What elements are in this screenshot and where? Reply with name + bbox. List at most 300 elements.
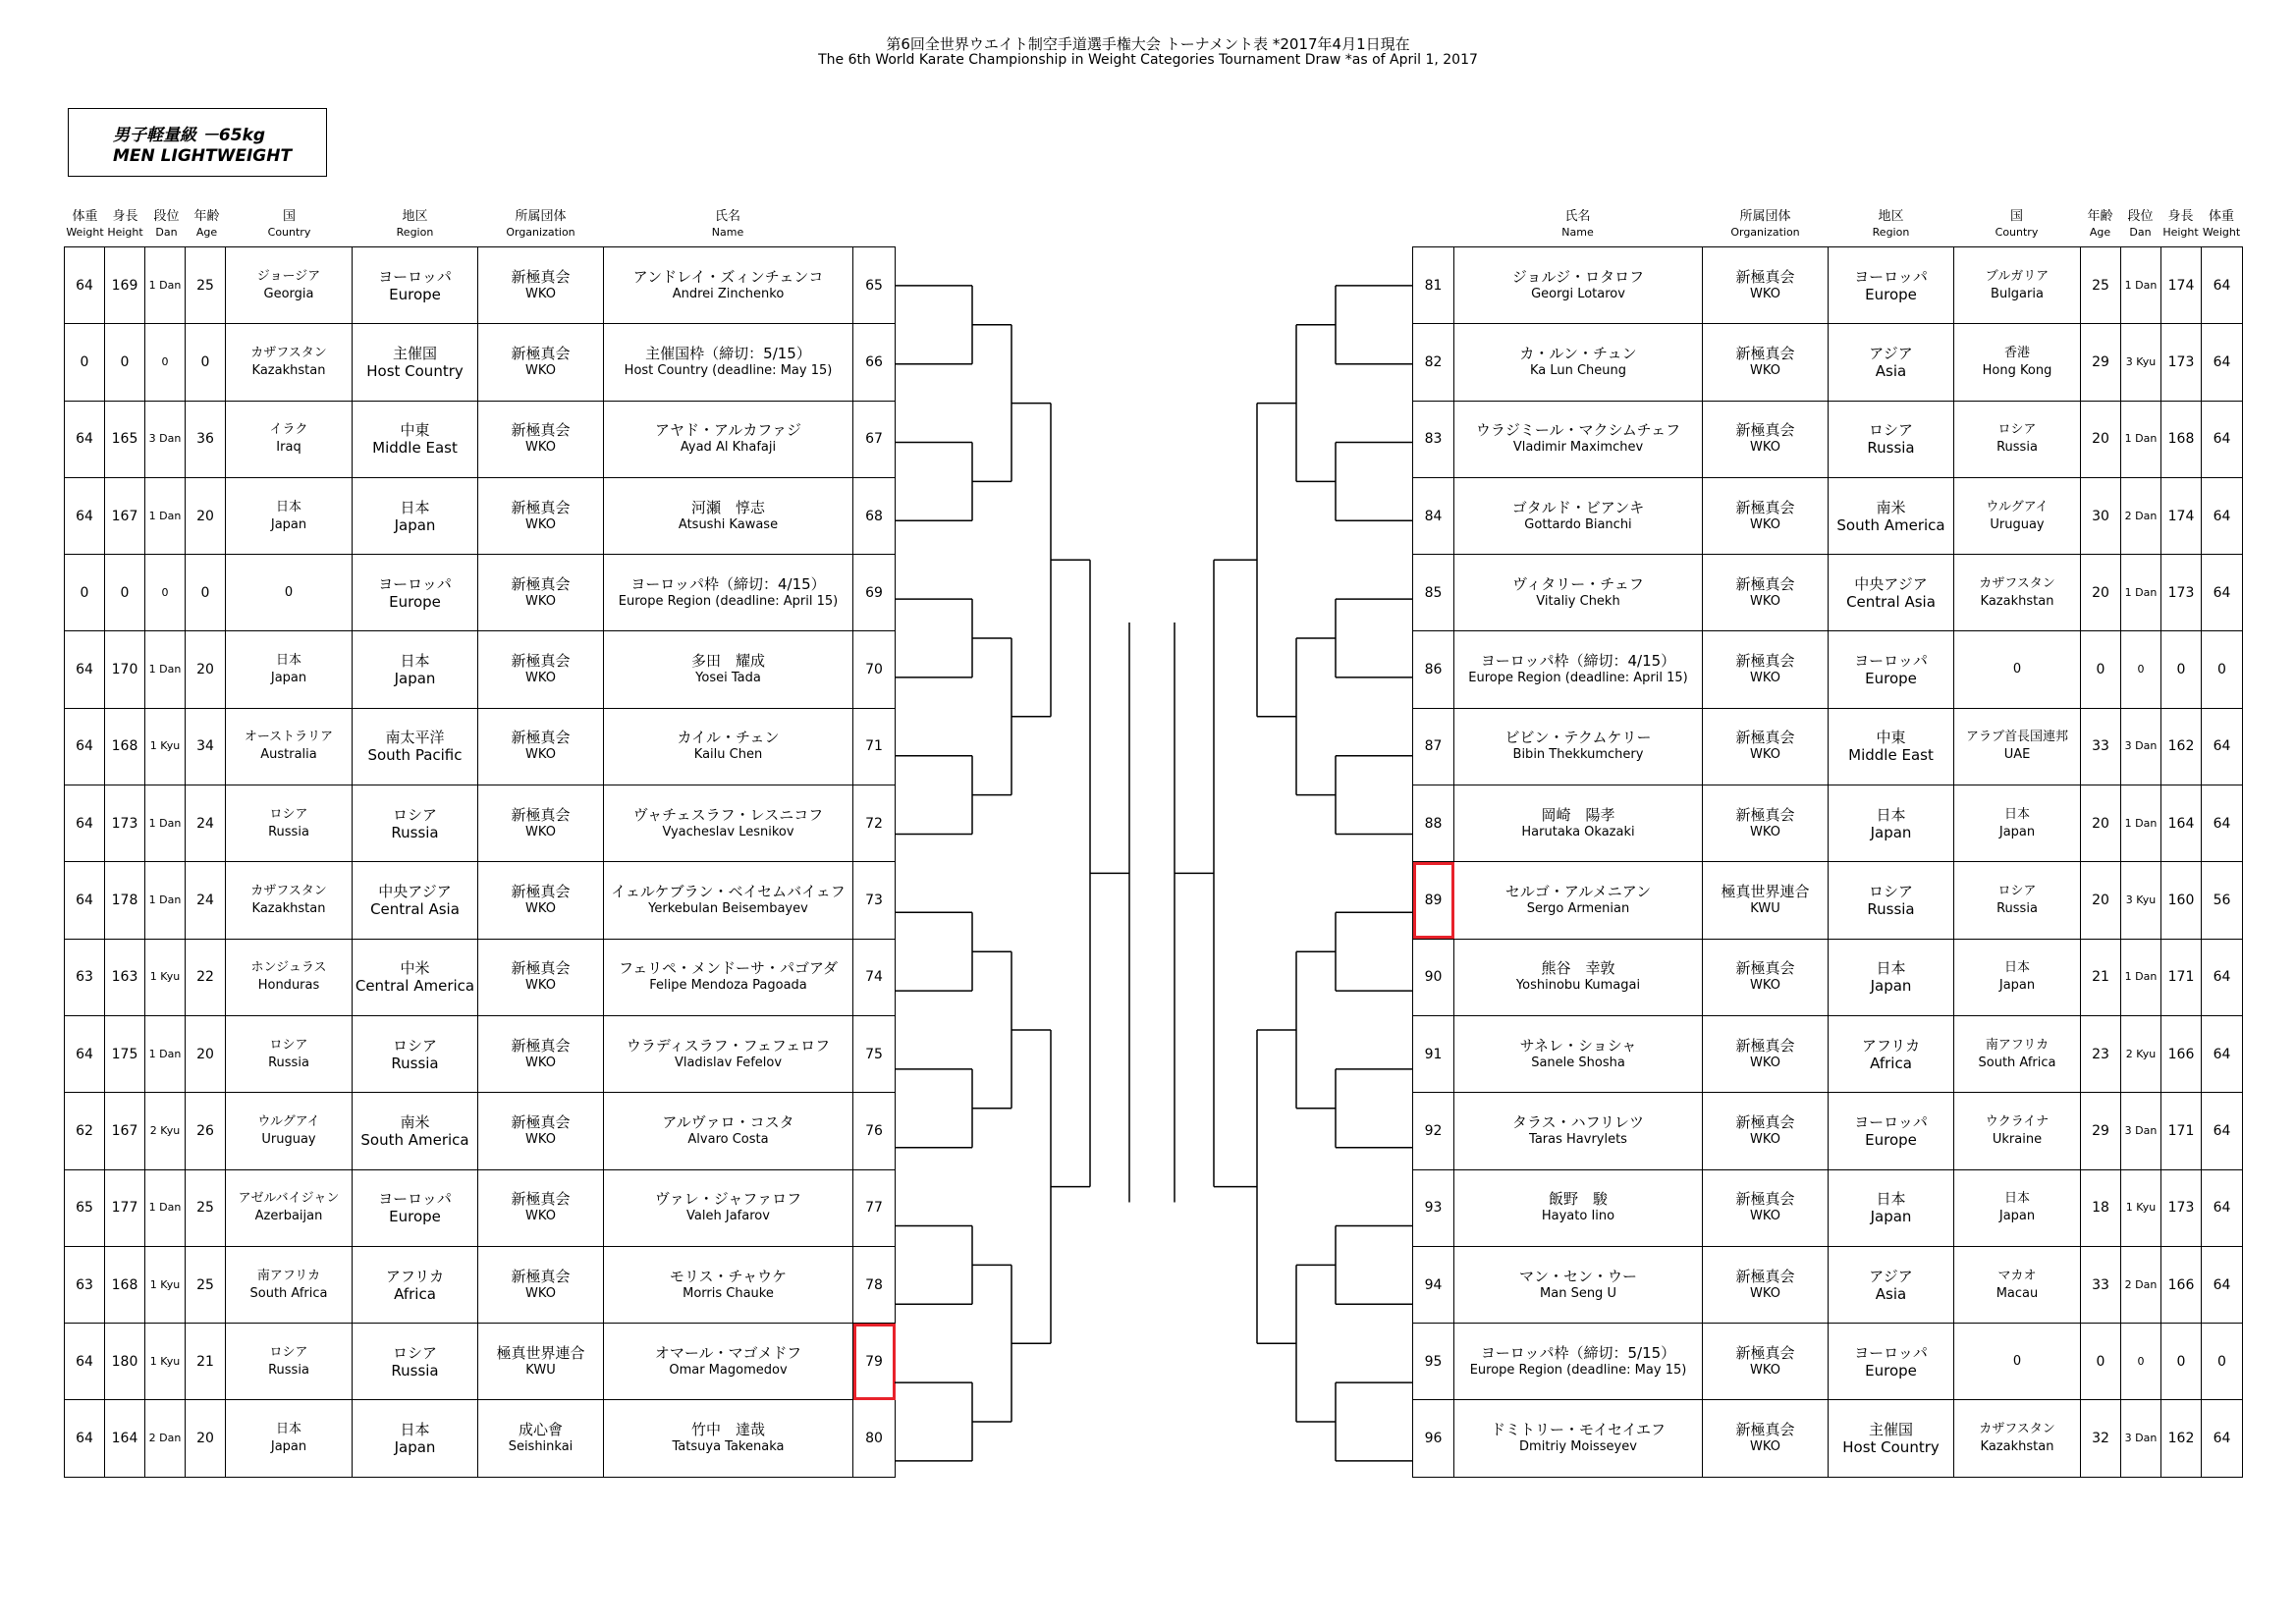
dan-cell-dan: 2 Dan xyxy=(148,1432,182,1445)
weight-cell-weight: 64 xyxy=(2213,1276,2231,1293)
seed-number-cell-num: 91 xyxy=(1424,1046,1443,1062)
region-cell-region-jp: 中米 xyxy=(400,959,430,978)
weight-cell-weight: 64 xyxy=(2213,431,2231,448)
seed-number-cell-num: 83 xyxy=(1424,431,1443,448)
height-cell-height: 173 xyxy=(2167,353,2195,370)
country-cell-country-en: Hong Kong xyxy=(1982,362,2052,378)
org-cell-org-en: WKO xyxy=(1750,516,1780,532)
name-cell-name-en: Ka Lun Cheung xyxy=(1529,362,1627,378)
name-cell-name-jp: アヤド・アルカファジ xyxy=(654,421,802,440)
region-cell-region-en: Japan xyxy=(394,670,436,688)
dan-cell-dan: 0 xyxy=(161,585,169,599)
name-cell-name-jp: 熊谷 幸敦 xyxy=(1541,959,1615,978)
weight-cell-weight: 64 xyxy=(2213,1200,2231,1217)
country-cell-country-jp: アゼルバイジャン xyxy=(238,1191,340,1207)
country-cell-country-jp: カザフスタン xyxy=(250,345,327,360)
region-cell-region-en: Russia xyxy=(391,1361,439,1380)
org-cell-org-en: WKO xyxy=(1750,978,1780,994)
name-cell-name-jp: ゴタルド・ビアンキ xyxy=(1511,498,1645,516)
country-cell-country-en: South Africa xyxy=(249,1285,328,1301)
region-cell-region-en: Central Asia xyxy=(370,900,460,919)
org-cell-org-jp: 新極真会 xyxy=(1735,1343,1795,1362)
dan-cell-dan: 1 Dan xyxy=(148,509,182,522)
org-cell-org-jp: 極真世界連合 xyxy=(1721,883,1810,901)
org-cell-org-jp: 新極真会 xyxy=(511,805,571,824)
org-cell-org-jp: 新極真会 xyxy=(1735,1036,1795,1055)
org-cell-org-jp: 新極真会 xyxy=(1735,652,1795,671)
name-cell-name-en: Man Seng U xyxy=(1540,1285,1616,1301)
country-cell-country-jp: ブルガリア xyxy=(1985,268,2050,284)
seed-number-cell-num: 76 xyxy=(865,1122,883,1139)
country-cell-country-jp: 0 xyxy=(2012,662,2022,677)
weight-cell-weight: 64 xyxy=(76,1431,93,1447)
dan-cell-dan: 1 Dan xyxy=(148,1047,182,1060)
region-cell-region-en: Central Asia xyxy=(1846,592,1936,611)
height-cell-height: 168 xyxy=(2167,431,2195,448)
seed-number-cell-num: 66 xyxy=(865,353,883,370)
name-cell-name-en: Sergo Armenian xyxy=(1526,901,1630,917)
seed-number-cell-num: 77 xyxy=(865,1200,883,1217)
weight-cell-weight: 56 xyxy=(2213,893,2231,909)
org-cell-org-jp: 新極真会 xyxy=(511,1112,571,1131)
age-cell-age: 20 xyxy=(2092,893,2109,909)
country-cell-country-en: Russia xyxy=(1996,440,2038,456)
org-cell-org-en: WKO xyxy=(525,747,556,763)
country-cell-country-jp: カザフスタン xyxy=(250,884,327,899)
name-cell-name-jp: フェリペ・メンドーサ・パゴアダ xyxy=(619,959,838,978)
age-cell-age: 24 xyxy=(196,815,214,832)
region-cell-region-en: Middle East xyxy=(372,439,458,458)
org-cell-org-jp: 新極真会 xyxy=(1735,574,1795,593)
weight-cell-weight: 64 xyxy=(2213,738,2231,755)
weight-cell-weight: 64 xyxy=(76,1353,93,1370)
region-cell-region-en: South America xyxy=(1836,515,1945,534)
dan-cell-dan: 0 xyxy=(2137,663,2145,677)
height-cell-height: 166 xyxy=(2167,1276,2195,1293)
region-cell-region-jp: 主催国 xyxy=(392,344,437,362)
header-weight-left: 体重 Weight xyxy=(66,209,104,239)
region-cell-region-en: Russia xyxy=(391,1054,439,1072)
org-cell-org-en: WKO xyxy=(525,1209,556,1224)
dan-cell-dan: 3 Dan xyxy=(148,432,182,446)
region-cell-region-en: Europe xyxy=(389,285,441,303)
org-cell-org-jp: 新極真会 xyxy=(511,498,571,516)
seed-number-cell-num: 70 xyxy=(865,662,883,678)
height-cell-height: 167 xyxy=(111,1122,138,1139)
country-cell-country-jp: マカオ xyxy=(1997,1268,2037,1283)
weight-cell-weight: 65 xyxy=(76,1200,93,1217)
region-cell-region-en: Europe xyxy=(1865,1130,1917,1149)
country-cell-country-en: Honduras xyxy=(257,978,320,994)
name-cell-name-en: Vitaliy Chekh xyxy=(1536,593,1620,609)
seed-number-cell-num: 96 xyxy=(1424,1431,1443,1447)
region-cell-region-jp: 日本 xyxy=(1876,959,1906,978)
height-cell-height: 171 xyxy=(2167,969,2195,986)
dan-cell-dan: 1 Dan xyxy=(2124,278,2158,292)
seed-number-cell-num: 82 xyxy=(1424,353,1443,370)
country-cell-country-jp: ロシア xyxy=(269,806,308,822)
country-cell-country-jp: ロシア xyxy=(269,1344,308,1360)
seed-number-cell-num: 72 xyxy=(865,815,883,832)
name-cell-name-jp: アルヴァロ・コスタ xyxy=(662,1112,794,1131)
weight-cell-weight: 0 xyxy=(2217,1353,2226,1370)
age-cell-age: 20 xyxy=(196,662,214,678)
country-cell-country-en: Russia xyxy=(268,1362,309,1378)
region-cell-region-en: South Pacific xyxy=(367,746,463,765)
region-cell-region-jp: ロシア xyxy=(392,805,437,824)
seed-number-cell-num: 78 xyxy=(865,1276,883,1293)
name-cell-name-jp: ヴァレ・ジャファロフ xyxy=(654,1190,802,1209)
country-cell-country-jp: 日本 xyxy=(275,499,301,514)
name-cell-name-jp: ジョルジ・ロタロフ xyxy=(1511,267,1645,286)
country-cell-country-jp: ロシア xyxy=(1997,884,2037,899)
name-cell-name-jp: サネレ・ショシャ xyxy=(1519,1036,1637,1055)
seed-number-cell-num: 87 xyxy=(1424,738,1443,755)
org-cell-org-jp: 新極真会 xyxy=(1735,344,1795,362)
weight-cell-weight: 64 xyxy=(2213,969,2231,986)
org-cell-org-en: KWU xyxy=(1750,901,1780,917)
height-cell-height: 168 xyxy=(111,1276,138,1293)
region-cell-region-jp: ヨーロッパ xyxy=(378,267,452,286)
name-cell-name-jp: モリス・チャウケ xyxy=(669,1267,788,1285)
header-org-right: 所属団体 Organization xyxy=(1730,209,1800,239)
region-cell-region-jp: 日本 xyxy=(400,1421,430,1439)
height-cell-height: 0 xyxy=(2176,1353,2186,1370)
age-cell-age: 22 xyxy=(196,969,214,986)
age-cell-age: 0 xyxy=(2096,1353,2105,1370)
org-cell-org-en: WKO xyxy=(525,593,556,609)
height-cell-height: 0 xyxy=(120,353,130,370)
name-cell-name-en: Bibin Thekkumchery xyxy=(1512,747,1644,763)
name-cell-name-en: Taras Havrylets xyxy=(1529,1131,1627,1147)
region-cell-region-en: Asia xyxy=(1875,361,1907,380)
seed-number-cell-num: 75 xyxy=(865,1046,883,1062)
region-cell-region-jp: ヨーロッパ xyxy=(378,574,452,593)
region-cell-region-en: Japan xyxy=(1870,977,1912,996)
header-country-left: 国 Country xyxy=(267,209,311,239)
org-cell-org-en: WKO xyxy=(1750,362,1780,378)
category-jp: 男子軽量級 －65kg xyxy=(113,126,266,145)
country-cell-country-jp: 日本 xyxy=(2003,1191,2030,1207)
country-cell-country-en: Russia xyxy=(1996,901,2038,917)
region-cell-region-en: Europe xyxy=(1865,285,1917,303)
age-cell-age: 0 xyxy=(200,584,210,601)
region-cell-region-en: Russia xyxy=(1867,439,1915,458)
name-cell-name-jp: 岡崎 陽孝 xyxy=(1541,805,1615,824)
org-cell-org-jp: 新極真会 xyxy=(511,1190,571,1209)
header-region-left: 地区 Region xyxy=(396,209,434,239)
weight-cell-weight: 64 xyxy=(2213,508,2231,524)
age-cell-age: 36 xyxy=(196,431,214,448)
age-cell-age: 29 xyxy=(2092,1122,2109,1139)
dan-cell-dan: 2 Kyu xyxy=(149,1123,181,1137)
org-cell-org-en: WKO xyxy=(525,824,556,839)
header-name-right: 氏名 Name xyxy=(1561,209,1594,239)
name-cell-name-en: Morris Chauke xyxy=(683,1285,774,1301)
region-cell-region-jp: アジア xyxy=(1869,1267,1913,1285)
dan-cell-dan: 1 Dan xyxy=(2124,816,2158,830)
header-name-left: 氏名 Name xyxy=(711,209,744,239)
region-cell-region-jp: 中東 xyxy=(400,421,430,440)
country-cell-country-en: Uruguay xyxy=(1990,516,2045,532)
name-cell-name-jp: カイル・チェン xyxy=(677,729,780,747)
country-cell-country-en: Azerbaijan xyxy=(254,1209,323,1224)
height-cell-height: 0 xyxy=(120,584,130,601)
seed-number-cell-num: 73 xyxy=(865,893,883,909)
region-cell-region-en: Africa xyxy=(1870,1054,1912,1072)
country-cell-country-jp: 日本 xyxy=(2003,806,2030,822)
country-cell-country-en: Bulgaria xyxy=(1991,286,2044,301)
name-cell-name-jp: オマール・マゴメドフ xyxy=(654,1343,802,1362)
country-cell-country-jp: イラク xyxy=(269,422,308,438)
seed-number-cell-num: 81 xyxy=(1424,277,1443,294)
region-cell-region-jp: ロシア xyxy=(1868,883,1913,901)
header-region-right: 地区 Region xyxy=(1872,209,1910,239)
org-cell-org-en: WKO xyxy=(525,1285,556,1301)
country-cell-country-en: Japan xyxy=(270,671,307,686)
org-cell-org-jp: 新極真会 xyxy=(1735,1112,1795,1131)
dan-cell-dan: 1 Kyu xyxy=(149,1354,181,1368)
weight-cell-weight: 64 xyxy=(2213,353,2231,370)
region-cell-region-en: Host Country xyxy=(366,361,464,380)
height-cell-height: 162 xyxy=(2167,1431,2195,1447)
age-cell-age: 32 xyxy=(2092,1431,2109,1447)
header-dan-left: 段位 Dan xyxy=(153,209,180,239)
region-cell-region-jp: 日本 xyxy=(1876,1190,1906,1209)
age-cell-age: 20 xyxy=(196,1431,214,1447)
org-cell-org-en: WKO xyxy=(525,362,556,378)
height-cell-height: 168 xyxy=(111,738,138,755)
height-cell-height: 171 xyxy=(2167,1122,2195,1139)
age-cell-age: 20 xyxy=(2092,431,2109,448)
country-cell-country-jp: ジョージア xyxy=(256,268,321,284)
country-cell-country-en: Russia xyxy=(268,824,309,839)
org-cell-org-en: WKO xyxy=(525,978,556,994)
org-cell-org-jp: 新極真会 xyxy=(1735,1421,1795,1439)
height-cell-height: 167 xyxy=(111,508,138,524)
country-cell-country-en: UAE xyxy=(2003,747,2031,763)
name-cell-name-jp: ヨーロッパ枠（締切：4/15） xyxy=(630,574,826,593)
country-cell-country-jp: カザフスタン xyxy=(1979,575,2055,591)
name-cell-name-en: Alvaro Costa xyxy=(687,1131,769,1147)
height-cell-height: 166 xyxy=(2167,1046,2195,1062)
name-cell-name-en: Europe Region (deadline: April 15) xyxy=(1468,671,1688,686)
dan-cell-dan: 2 Dan xyxy=(2124,1277,2158,1291)
org-cell-org-en: WKO xyxy=(525,440,556,456)
seed-number-cell-num: 68 xyxy=(865,508,883,524)
org-cell-org-jp: 新極真会 xyxy=(1735,729,1795,747)
country-cell-country-jp: 0 xyxy=(2012,1353,2022,1369)
region-cell-region-jp: 中東 xyxy=(1876,729,1906,747)
org-cell-org-en: WKO xyxy=(525,671,556,686)
name-cell-name-jp: 竹中 達哉 xyxy=(690,1421,765,1439)
name-cell-name-jp: ヨーロッパ枠（締切：4/15） xyxy=(1480,652,1676,671)
country-cell-country-en: Japan xyxy=(1998,824,2036,839)
region-cell-region-jp: ロシア xyxy=(392,1343,437,1362)
region-cell-region-en: Europe xyxy=(1865,670,1917,688)
country-cell-country-jp: 南アフリカ xyxy=(256,1268,321,1283)
region-cell-region-jp: 南米 xyxy=(400,1112,430,1131)
name-cell-name-jp: 河瀬 惇志 xyxy=(690,498,765,516)
region-cell-region-jp: 南米 xyxy=(1876,498,1906,516)
region-cell-region-jp: アフリカ xyxy=(385,1267,445,1285)
region-cell-region-jp: ヨーロッパ xyxy=(1854,652,1928,671)
title-japanese: 第6回全世界ウエイト制空手道選手権大会 トーナメント表 *2017年4月1日現在 xyxy=(886,35,1410,53)
seed-number-cell-num: 84 xyxy=(1424,508,1443,524)
org-cell-org-jp: 新極真会 xyxy=(511,652,571,671)
org-cell-org-en: WKO xyxy=(1750,824,1780,839)
age-cell-age: 29 xyxy=(2092,353,2109,370)
height-cell-height: 162 xyxy=(2167,738,2195,755)
weight-cell-weight: 0 xyxy=(80,584,89,601)
org-cell-org-en: WKO xyxy=(1750,1209,1780,1224)
region-cell-region-jp: 主催国 xyxy=(1868,1421,1913,1439)
title-english: The 6th World Karate Championship in Weight Categories Tournament Draw *as of April 1, 2017 xyxy=(818,52,1478,68)
age-cell-age: 25 xyxy=(196,1200,214,1217)
region-cell-region-jp: ヨーロッパ xyxy=(1854,267,1928,286)
region-cell-region-en: Europe xyxy=(1865,1361,1917,1380)
org-cell-org-en: WKO xyxy=(1750,1131,1780,1147)
seed-number-cell-num: 71 xyxy=(865,738,883,755)
country-cell-country-jp: ホンジュラス xyxy=(250,960,327,976)
country-cell-country-jp: ウクライナ xyxy=(1985,1113,2050,1129)
name-cell-name-en: Georgi Lotarov xyxy=(1531,286,1625,301)
weight-cell-weight: 64 xyxy=(76,662,93,678)
seed-number-cell-num: 65 xyxy=(865,277,883,294)
dan-cell-dan: 1 Kyu xyxy=(2125,1201,2157,1215)
name-cell-name-jp: ウラディスラフ・フェフェロフ xyxy=(626,1036,831,1055)
age-cell-age: 20 xyxy=(196,508,214,524)
org-cell-org-jp: 新極真会 xyxy=(1735,498,1795,516)
dan-cell-dan: 0 xyxy=(2137,1354,2145,1368)
country-cell-country-jp: ロシア xyxy=(1997,422,2037,438)
org-cell-org-jp: 新極真会 xyxy=(1735,959,1795,978)
name-cell-name-jp: ヴィタリー・チェフ xyxy=(1512,574,1644,593)
name-cell-name-en: Valeh Jafarov xyxy=(686,1209,770,1224)
country-cell-country-jp: 香港 xyxy=(2003,345,2030,360)
weight-cell-weight: 0 xyxy=(2217,662,2226,678)
name-cell-name-en: Vyacheslav Lesnikov xyxy=(662,824,794,839)
region-cell-region-jp: 中央アジア xyxy=(378,883,452,901)
dan-cell-dan: 1 Dan xyxy=(148,1201,182,1215)
age-cell-age: 24 xyxy=(196,893,214,909)
org-cell-org-en: WKO xyxy=(525,1055,556,1070)
weight-cell-weight: 64 xyxy=(2213,277,2231,294)
height-cell-height: 177 xyxy=(111,1200,138,1217)
seed-number-cell-num: 69 xyxy=(865,584,883,601)
name-cell-name-jp: カ・ルン・チュン xyxy=(1519,344,1637,362)
org-cell-org-jp: 新極真会 xyxy=(1735,805,1795,824)
name-cell-name-jp: ヴャチェスラフ・レスニコフ xyxy=(632,805,824,824)
weight-cell-weight: 64 xyxy=(76,1046,93,1062)
dan-cell-dan: 2 Dan xyxy=(2124,509,2158,522)
weight-cell-weight: 64 xyxy=(2213,584,2231,601)
name-cell-name-en: Vladimir Maximchev xyxy=(1512,440,1644,456)
name-cell-name-en: Omar Magomedov xyxy=(669,1362,788,1378)
header-age-right: 年齢 Age xyxy=(2087,209,2113,239)
name-cell-name-jp: 飯野 駿 xyxy=(1548,1190,1608,1209)
region-cell-region-en: Asia xyxy=(1875,1284,1907,1303)
dan-cell-dan: 1 Dan xyxy=(148,278,182,292)
region-cell-region-jp: 日本 xyxy=(400,652,430,671)
age-cell-age: 34 xyxy=(196,738,214,755)
name-cell-name-en: Hayato Iino xyxy=(1541,1209,1615,1224)
name-cell-name-jp: ヨーロッパ枠（締切：5/15） xyxy=(1480,1343,1676,1362)
region-cell-region-jp: 南太平洋 xyxy=(385,729,445,747)
dan-cell-dan: 2 Kyu xyxy=(2125,1047,2157,1060)
region-cell-region-jp: アフリカ xyxy=(1861,1036,1921,1055)
org-cell-org-en: WKO xyxy=(525,1131,556,1147)
region-cell-region-jp: ロシア xyxy=(1868,421,1913,440)
age-cell-age: 20 xyxy=(196,1046,214,1062)
country-cell-country-en: Japan xyxy=(1998,978,2036,994)
region-cell-region-en: Japan xyxy=(394,515,436,534)
country-cell-country-en: Iraq xyxy=(276,440,301,456)
name-cell-name-en: Yoshinobu Kumagai xyxy=(1515,978,1641,994)
height-cell-height: 173 xyxy=(2167,584,2195,601)
org-cell-org-en: WKO xyxy=(1750,440,1780,456)
seed-number-cell-num: 74 xyxy=(865,969,883,986)
height-cell-height: 173 xyxy=(2167,1200,2195,1217)
org-cell-org-jp: 新極真会 xyxy=(511,267,571,286)
country-cell-country-jp: ロシア xyxy=(269,1037,308,1053)
region-cell-region-jp: アジア xyxy=(1869,344,1913,362)
header-age-left: 年齢 Age xyxy=(193,209,220,239)
age-cell-age: 25 xyxy=(196,1276,214,1293)
country-cell-country-en: Kazakhstan xyxy=(1980,1439,2054,1455)
region-cell-region-en: Japan xyxy=(1870,1208,1912,1226)
country-cell-country-en: Macau xyxy=(1995,1285,2039,1301)
seed-number-cell-num: 93 xyxy=(1424,1200,1443,1217)
name-cell-name-jp: ビビン・テクムケリー xyxy=(1504,729,1652,747)
region-cell-region-jp: ヨーロッパ xyxy=(378,1190,452,1209)
weight-cell-weight: 63 xyxy=(76,1276,93,1293)
dan-cell-dan: 1 Dan xyxy=(148,663,182,677)
region-cell-region-en: Japan xyxy=(1870,823,1912,841)
org-cell-org-en: WKO xyxy=(1750,671,1780,686)
country-cell-country-en: Japan xyxy=(270,516,307,532)
org-cell-org-en: WKO xyxy=(1750,1439,1780,1455)
name-cell-name-jp: セルゴ・アルメニアン xyxy=(1504,883,1652,901)
age-cell-age: 30 xyxy=(2092,508,2109,524)
name-cell-name-jp: 主催国枠（締切：5/15） xyxy=(645,344,811,362)
org-cell-org-en: KWU xyxy=(525,1362,556,1378)
weight-cell-weight: 64 xyxy=(2213,1046,2231,1062)
region-cell-region-en: Africa xyxy=(394,1284,436,1303)
seed-number-cell-num: 85 xyxy=(1424,584,1443,601)
height-cell-height: 164 xyxy=(111,1431,138,1447)
weight-cell-weight: 64 xyxy=(2213,815,2231,832)
age-cell-age: 0 xyxy=(2096,662,2105,678)
seed-number-cell-num: 92 xyxy=(1424,1122,1443,1139)
dan-cell-dan: 1 Dan xyxy=(148,816,182,830)
name-cell-name-jp: イェルケブラン・ベイセムバイェフ xyxy=(611,883,846,901)
country-cell-country-jp: オーストラリア xyxy=(244,730,334,745)
weight-cell-weight: 64 xyxy=(76,815,93,832)
name-cell-name-en: Europe Region (deadline: April 15) xyxy=(618,593,839,609)
org-cell-org-jp: 新極真会 xyxy=(511,883,571,901)
header-weight-right: 体重 Weight xyxy=(2202,209,2241,239)
region-cell-region-en: Russia xyxy=(391,823,439,841)
weight-cell-weight: 0 xyxy=(80,353,89,370)
height-cell-height: 0 xyxy=(2176,662,2186,678)
name-cell-name-en: Felipe Mendoza Pagoada xyxy=(649,978,807,994)
org-cell-org-en: WKO xyxy=(1750,1362,1780,1378)
name-cell-name-en: Vladislav Fefelov xyxy=(674,1055,783,1070)
age-cell-age: 33 xyxy=(2092,738,2109,755)
country-cell-country-en: Uruguay xyxy=(261,1131,316,1147)
name-cell-name-jp: ウラジミール・マクシムチェフ xyxy=(1475,421,1681,440)
